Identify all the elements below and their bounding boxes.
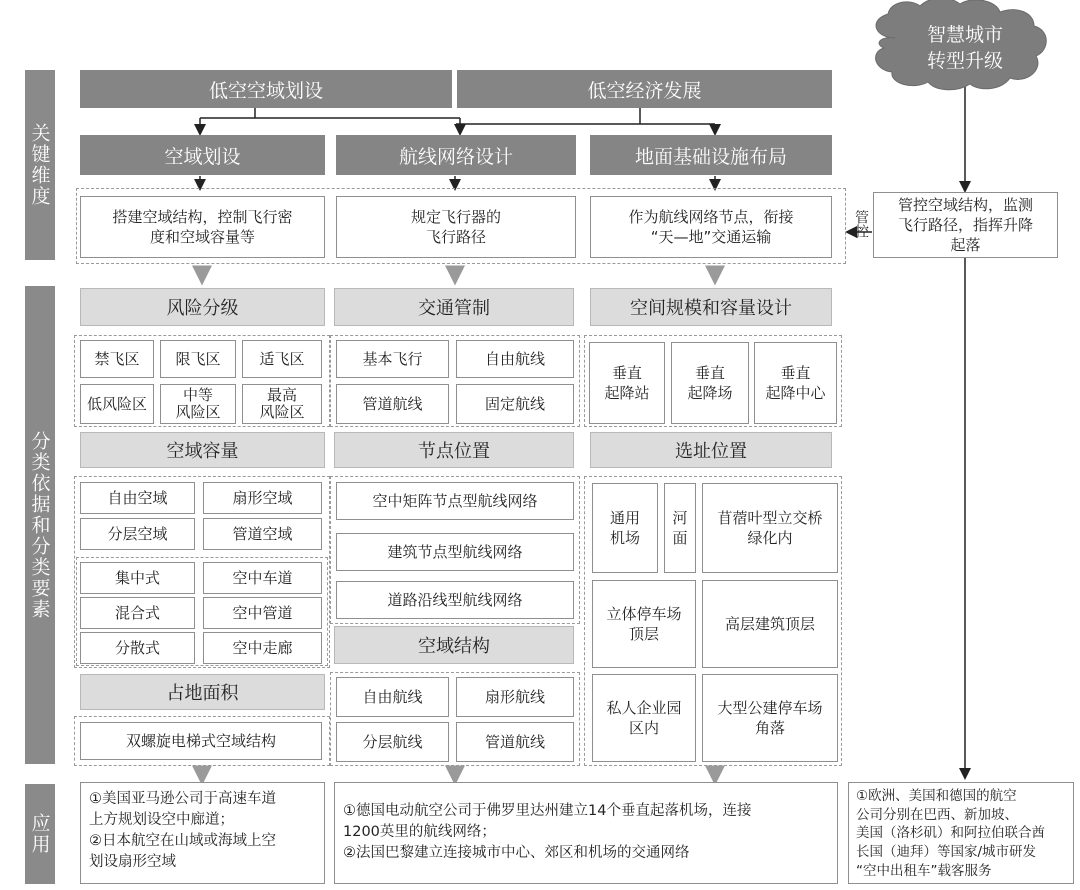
header-floor-area: 占地面积 <box>80 674 325 710</box>
app-airspace-line-1: ①美国亚马逊公司于高速车道 <box>89 791 276 807</box>
traffic-fixed-route: 固定航线 <box>456 384 574 424</box>
vertiport-center-line-2: 起降中心 <box>765 384 826 402</box>
area-double-helix: 双螺旋电梯式空域结构 <box>80 722 322 760</box>
risk-restricted: 限飞区 <box>160 340 236 378</box>
control-line-2: 飞行路径，指挥升降 <box>897 215 1033 234</box>
description-airspace-line-1: 搭建空域结构，控制飞行密 <box>112 207 293 226</box>
traffic-basic-flight: 基本飞行 <box>336 340 449 378</box>
capacity-distributed: 分散式 <box>80 632 195 664</box>
cloud-line-2: 转型升级 <box>926 50 1003 72</box>
header-airspace-capacity: 空域容量 <box>80 432 325 468</box>
control-box <box>873 192 1058 258</box>
node-air-matrix: 空中矩阵节点型航线网络 <box>336 482 574 520</box>
description-ground-line-1: 作为航线网络节点，衔接 <box>628 207 794 226</box>
traffic-free-route: 自由航线 <box>456 340 574 378</box>
site-enterprise-park-line-2: 区内 <box>628 719 659 737</box>
side-label-key: 关键维度 <box>25 70 55 260</box>
app-city-line-3: 美国（洛杉矶）和阿拉伯联合酋 <box>856 825 1045 842</box>
vertiport-station <box>589 342 665 424</box>
app-route-line-3: ②法国巴黎建立连接城市中心、郊区和机场的交通网络 <box>343 845 690 862</box>
site-airport-line-1: 通用 <box>609 508 640 527</box>
site-airport-line-2: 机场 <box>609 529 640 547</box>
app-airspace-line-3: ②日本航空在山域或海域上空 <box>89 833 276 850</box>
risk-highest-line-1: 最高 <box>266 385 297 404</box>
header-site-location: 选址位置 <box>590 432 832 468</box>
header-traffic-control: 交通管制 <box>334 288 574 326</box>
struct-layered-route: 分层航线 <box>336 722 449 762</box>
risk-medium <box>160 384 236 424</box>
description-route-line-2: 飞行路径 <box>425 228 486 246</box>
site-cloverleaf-line-2: 绿化内 <box>747 529 793 547</box>
description-ground <box>590 196 832 258</box>
site-public-parking <box>702 674 838 762</box>
control-label: 管控 <box>853 210 869 238</box>
app-city-line-1: ①欧洲、美国和德国的航空 <box>856 788 1017 804</box>
app-route-line-1: ①德国电动航空公司于佛罗里达州建立14个垂直起落机场，连接 <box>343 803 752 819</box>
capacity-layered: 分层空域 <box>80 518 195 550</box>
risk-low: 低风险区 <box>80 384 154 424</box>
header-airspace-structure: 空域结构 <box>334 626 574 664</box>
site-enterprise-park-line-1: 私人企业园 <box>606 698 682 717</box>
description-route-line-1: 规定飞行器的 <box>410 207 501 226</box>
risk-suitable: 适飞区 <box>242 340 322 378</box>
dimension-airspace: 空域划设 <box>80 135 325 175</box>
side-label-apply: 应用 <box>25 784 55 884</box>
control-line-1: 管控空域结构，监测 <box>897 195 1033 214</box>
vertiport-center <box>754 342 837 424</box>
site-public-parking-line-1: 大型公建停车场 <box>717 698 823 717</box>
header-risk-level: 风险分级 <box>80 288 325 326</box>
site-public-parking-line-2: 角落 <box>754 719 785 737</box>
vertiport-center-line-1: 垂直 <box>780 363 811 382</box>
header-node-location: 节点位置 <box>334 432 574 468</box>
node-building: 建筑节点型航线网络 <box>336 533 574 571</box>
site-river-line-2: 面 <box>672 529 688 547</box>
site-river-line-1: 河 <box>672 508 688 527</box>
capacity-air-corridor: 空中走廊 <box>203 632 322 664</box>
control-line-3: 起落 <box>950 236 981 255</box>
description-ground-line-2: “天—地”交通运输 <box>650 228 772 246</box>
site-parking-roof <box>592 580 696 668</box>
app-city-line-2: 公司分别在巴西、新加坡、 <box>856 806 1018 823</box>
capacity-mixed: 混合式 <box>80 597 195 629</box>
app-airspace-line-2: 上方规划设空中廊道； <box>89 812 234 829</box>
traffic-pipeline-route: 管道航线 <box>336 384 449 424</box>
vertiport-field-line-1: 垂直 <box>694 363 725 382</box>
description-route <box>336 196 576 258</box>
site-parking-roof-line-1: 立体停车场 <box>606 604 682 623</box>
risk-highest-line-2: 风险区 <box>259 403 305 421</box>
top-bar-economy: 低空经济发展 <box>457 70 832 108</box>
site-highrise-roof: 高层建筑顶层 <box>702 580 838 668</box>
struct-free-route: 自由航线 <box>336 677 449 717</box>
side-label-classify: 分类依据和分类要素 <box>25 286 55 764</box>
application-smart-city <box>848 782 1074 884</box>
risk-highest <box>242 384 322 424</box>
capacity-free: 自由空域 <box>80 482 195 514</box>
cloud-line-1: 智慧城市 <box>926 24 1003 46</box>
vertiport-field-line-2: 起降场 <box>687 384 733 402</box>
dimension-ground: 地面基础设施布局 <box>590 135 832 175</box>
node-road: 道路沿线型航线网络 <box>336 581 574 619</box>
app-route-line-2: 1200英里的航线网络； <box>343 824 496 841</box>
header-space-scale: 空间规模和容量设计 <box>590 288 832 326</box>
capacity-air-pipe: 空中管道 <box>203 597 322 629</box>
site-enterprise-park <box>592 674 696 762</box>
site-river <box>664 483 696 573</box>
description-airspace-line-2: 度和空域容量等 <box>149 228 255 246</box>
app-city-line-4: 长国（迪拜）等国家/城市研发 <box>856 843 1037 860</box>
site-cloverleaf-line-1: 苜蓿叶型立交桥 <box>717 508 823 527</box>
dimension-route: 航线网络设计 <box>336 135 576 175</box>
capacity-sector: 扇形空域 <box>203 482 322 514</box>
application-route-ground <box>334 782 838 884</box>
risk-no-fly: 禁飞区 <box>80 340 154 378</box>
capacity-air-lane: 空中车道 <box>203 562 322 594</box>
application-airspace <box>80 782 325 884</box>
capacity-centralized: 集中式 <box>80 562 195 594</box>
cloud-label <box>905 22 1025 82</box>
app-airspace-line-4: 划设扇形空域 <box>89 854 176 871</box>
vertiport-station-line-1: 垂直 <box>611 363 642 382</box>
description-airspace <box>80 196 325 258</box>
struct-pipeline-route: 管道航线 <box>456 722 574 762</box>
site-cloverleaf <box>702 483 838 573</box>
risk-medium-line-2: 风险区 <box>175 403 221 421</box>
site-parking-roof-line-2: 顶层 <box>628 625 659 643</box>
vertiport-field <box>671 342 749 424</box>
top-bar-airspace-division: 低空空域划设 <box>80 70 452 108</box>
vertiport-station-line-2: 起降站 <box>604 384 650 402</box>
struct-sector-route: 扇形航线 <box>456 677 574 717</box>
risk-medium-line-1: 中等 <box>182 385 213 404</box>
site-airport <box>592 483 658 573</box>
app-city-line-5: “空中出租车”载客服务 <box>856 862 992 879</box>
capacity-pipeline: 管道空域 <box>203 518 322 550</box>
